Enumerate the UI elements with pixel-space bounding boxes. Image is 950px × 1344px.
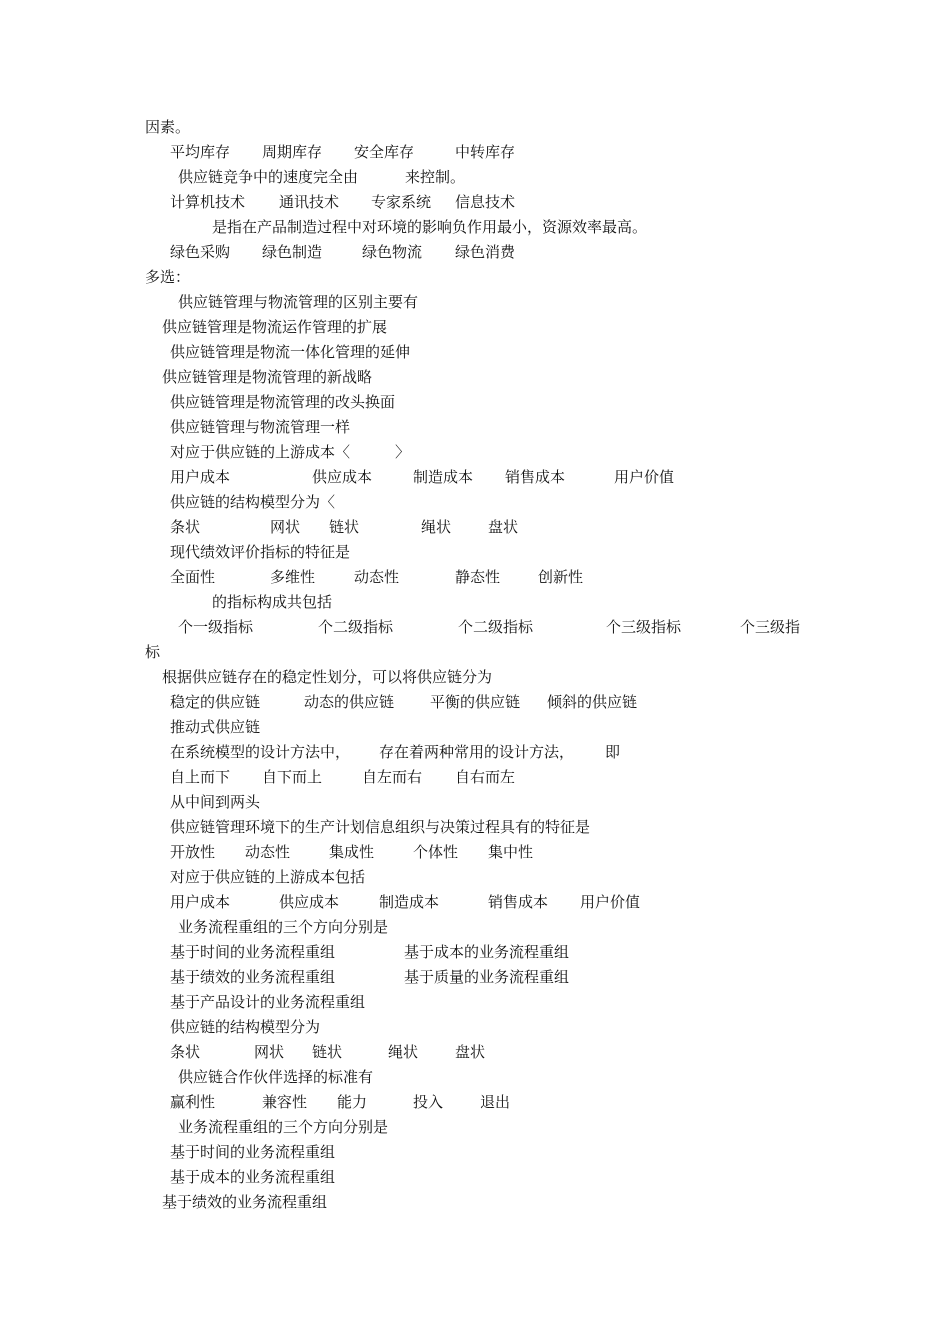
option-text: 集成性 (329, 843, 375, 861)
option-text: 开放性 (170, 843, 216, 861)
option-text: 自右而左 (455, 768, 516, 786)
option-text: 标 (145, 643, 161, 661)
option-text: 信息技术 (455, 193, 516, 211)
option-text: 用户成本 (170, 893, 231, 911)
option-text: 平衡的供应链 (430, 693, 521, 711)
option-text: 个一级指标 (178, 618, 254, 636)
option-text: 用户价值 (580, 893, 641, 911)
option-text: 投入 (413, 1093, 444, 1111)
section-heading-text: 多选： (145, 268, 191, 286)
option-text: 兼容性 (262, 1093, 308, 1111)
option-text: 周期库存 (262, 143, 323, 161)
question-text: 供应链的结构模型分为 (170, 1018, 321, 1036)
option-text: 条状 (170, 1043, 201, 1061)
option-text: 基于成本的业务流程重组 (404, 943, 570, 961)
option-text: 销售成本 (488, 893, 549, 911)
option-text: 链状 (329, 518, 360, 536)
option-text: 中转库存 (455, 143, 516, 161)
question-text: 是指在产品制造过程中对环境的影响负作用最小，资源效率最高。 (212, 218, 648, 236)
option-text: 平均库存 (170, 143, 231, 161)
question-text: 业务流程重组的三个方向分别是 (178, 918, 389, 936)
text-segment: 因素。 (145, 118, 191, 136)
option-text: 用户成本 (170, 468, 231, 486)
option-text: 网状 (270, 518, 301, 536)
option-text: 通讯技术 (279, 193, 340, 211)
option-text: 动态性 (245, 843, 291, 861)
option-text: 基于时间的业务流程重组 (170, 1143, 336, 1161)
option-text: 多维性 (270, 568, 316, 586)
question-text: 根据供应链存在的稳定性划分，可以将供应链分为 (162, 668, 493, 686)
option-text: 稳定的供应链 (170, 693, 261, 711)
question-text: 供应链管理环境下的生产计划信息组织与决策过程具有的特征是 (170, 818, 591, 836)
option-text: 绳状 (388, 1043, 419, 1061)
option-text: 绿色物流 (362, 243, 423, 261)
question-text: 业务流程重组的三个方向分别是 (178, 1118, 389, 1136)
option-text: 绳状 (421, 518, 452, 536)
option-text: 基于质量的业务流程重组 (404, 968, 570, 986)
option-text: 盘状 (455, 1043, 486, 1061)
option-text: 网状 (254, 1043, 285, 1061)
question-text: 供应链竞争中的速度完全由 (178, 168, 359, 186)
option-text: 从中间到两头 (170, 793, 261, 811)
option-text: 个三级指 (740, 618, 801, 636)
option-text: 制造成本 (379, 893, 440, 911)
option-text: 用户价值 (614, 468, 675, 486)
option-text: 供应链管理是物流管理的改头换面 (170, 393, 396, 411)
option-text: 绿色采购 (170, 243, 231, 261)
option-text: 基于绩效的业务流程重组 (170, 968, 336, 986)
question-text: 在系统模型的设计方法中， (170, 743, 351, 761)
option-text: 供应成本 (312, 468, 373, 486)
question-text: 〉 (395, 443, 411, 461)
option-text: 基于时间的业务流程重组 (170, 943, 336, 961)
question-text: 来控制。 (405, 168, 466, 186)
option-text: 推动式供应链 (170, 718, 261, 736)
option-text: 创新性 (538, 568, 584, 586)
option-text: 基于产品设计的业务流程重组 (170, 993, 366, 1011)
option-text: 自左而右 (362, 768, 423, 786)
option-text: 自上而下 (170, 768, 231, 786)
option-text: 供应链管理是物流管理的新战略 (162, 368, 373, 386)
question-text: 供应链的结构模型分为〈 (170, 493, 336, 511)
question-text: 对应于供应链的上游成本包括 (170, 868, 366, 886)
question-text: 供应链合作伙伴选择的标准有 (178, 1068, 374, 1086)
option-text: 倾斜的供应链 (547, 693, 638, 711)
option-text: 个体性 (413, 843, 459, 861)
option-text: 基于绩效的业务流程重组 (162, 1193, 328, 1211)
option-text: 绿色消费 (455, 243, 516, 261)
option-text: 能力 (337, 1093, 368, 1111)
option-text: 绿色制造 (262, 243, 323, 261)
option-text: 供应链管理与物流管理一样 (170, 418, 351, 436)
option-text: 链状 (312, 1043, 343, 1061)
option-text: 动态性 (354, 568, 400, 586)
option-text: 计算机技术 (170, 193, 246, 211)
question-text: 供应链管理与物流管理的区别主要有 (178, 293, 419, 311)
option-text: 条状 (170, 518, 201, 536)
option-text: 供应成本 (279, 893, 340, 911)
option-text: 动态的供应链 (304, 693, 395, 711)
option-text: 安全库存 (354, 143, 415, 161)
option-text: 基于成本的业务流程重组 (170, 1168, 336, 1186)
option-text: 制造成本 (413, 468, 474, 486)
option-text: 个二级指标 (458, 618, 534, 636)
option-text: 全面性 (170, 568, 216, 586)
option-text: 自下而上 (262, 768, 323, 786)
option-text: 销售成本 (505, 468, 566, 486)
option-text: 个三级指标 (606, 618, 682, 636)
option-text: 赢利性 (170, 1093, 216, 1111)
question-text: 即 (605, 743, 621, 761)
question-text: 存在着两种常用的设计方法， (379, 743, 575, 761)
option-text: 集中性 (488, 843, 534, 861)
question-text: 的指标构成共包括 (212, 593, 333, 611)
option-text: 个二级指标 (318, 618, 394, 636)
option-text: 供应链管理是物流一体化管理的延伸 (170, 343, 411, 361)
option-text: 静态性 (455, 568, 501, 586)
question-text: 对应于供应链的上游成本〈 (170, 443, 351, 461)
question-text: 现代绩效评价指标的特征是 (170, 543, 351, 561)
option-text: 退出 (480, 1093, 511, 1111)
option-text: 供应链管理是物流运作管理的扩展 (162, 318, 388, 336)
option-text: 盘状 (488, 518, 519, 536)
option-text: 专家系统 (371, 193, 432, 211)
